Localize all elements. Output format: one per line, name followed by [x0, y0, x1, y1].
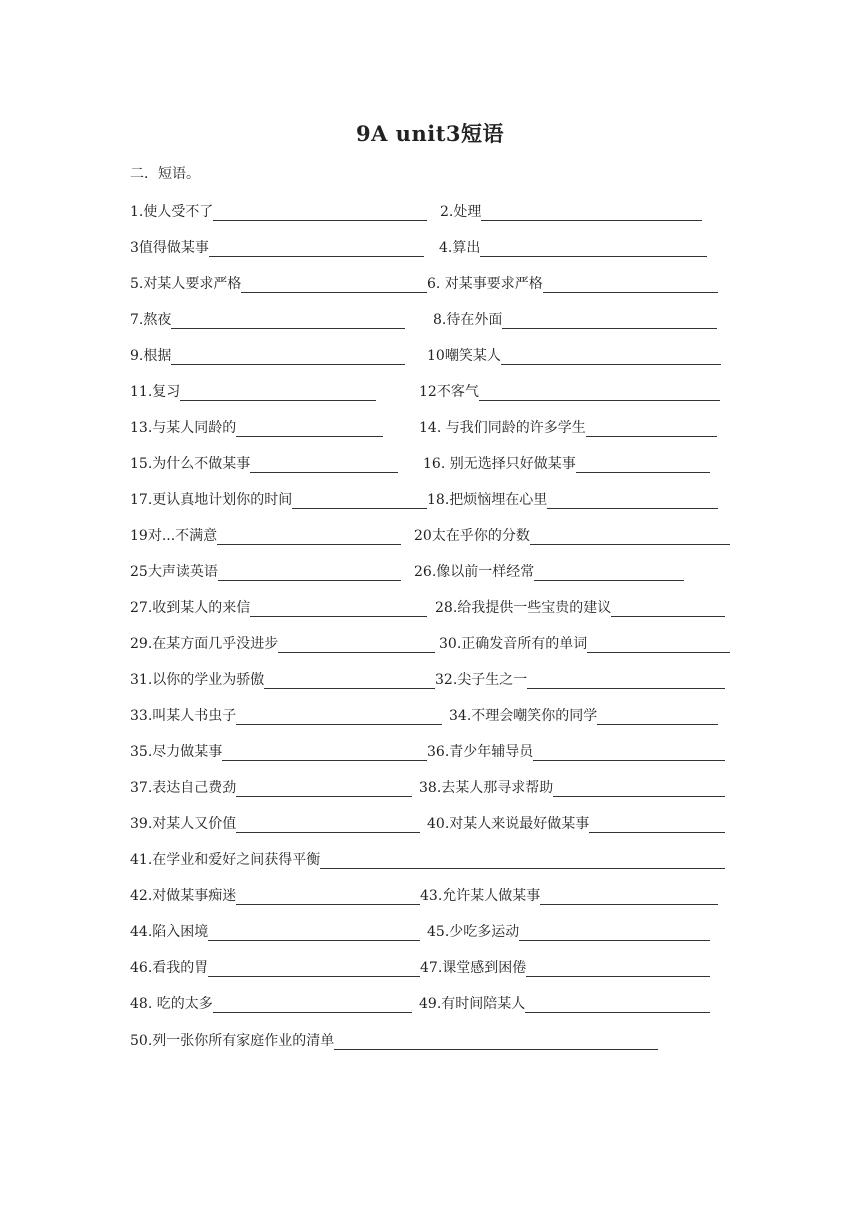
- phrase-label: 35.尽力做某事: [130, 744, 223, 760]
- phrase-label: 20太在乎你的分数: [414, 528, 530, 544]
- answer-blank[interactable]: [236, 710, 442, 725]
- answer-blank[interactable]: [611, 602, 725, 617]
- phrase-label: 9.根据: [130, 348, 172, 364]
- phrase-label: 37.表达自己费劲: [130, 780, 237, 796]
- phrase-label: 16. 别无选择只好做某事: [423, 456, 576, 472]
- phrase-label: 12不客气: [419, 384, 479, 400]
- phrase-item: [130, 777, 412, 797]
- phrase-label: 34.不理会嘲笑你的同学: [449, 708, 598, 724]
- phrase-label: 29.在某方面几乎没进步: [130, 636, 279, 652]
- answer-blank[interactable]: [213, 206, 427, 221]
- answer-blank[interactable]: [530, 530, 730, 545]
- phrase-label: 46.看我的胃: [130, 960, 209, 976]
- phrase-label: 50.列一张你所有家庭作业的清单: [130, 1033, 335, 1049]
- phrase-item: [130, 813, 420, 833]
- phrase-label: 3值得做某事: [130, 240, 209, 256]
- answer-blank[interactable]: [236, 890, 420, 905]
- phrase-item: [130, 1030, 658, 1050]
- phrase-item: [130, 201, 427, 221]
- phrase-item: [130, 417, 383, 437]
- phrase-item: [435, 669, 725, 689]
- phrase-label: 19对...不满意: [130, 528, 218, 544]
- phrase-item: [439, 633, 730, 653]
- phrase-item: [130, 453, 398, 473]
- phrase-item: [130, 741, 427, 761]
- phrase-item: [419, 417, 717, 437]
- phrase-item: [449, 705, 718, 725]
- answer-blank[interactable]: [534, 566, 684, 581]
- phrase-item: [439, 237, 707, 257]
- answer-blank[interactable]: [208, 962, 420, 977]
- phrase-label: 42.对做某事痴迷: [130, 888, 237, 904]
- answer-blank[interactable]: [525, 998, 710, 1013]
- phrase-label: 2.处理: [440, 204, 482, 220]
- phrase-item: [130, 849, 725, 869]
- phrase-item: [420, 957, 710, 977]
- phrase-label: 45.少吃多运动: [427, 924, 520, 940]
- answer-blank[interactable]: [250, 602, 427, 617]
- phrase-label: 49.有时间陪某人: [419, 996, 526, 1012]
- phrase-label: 14. 与我们同龄的许多学生: [419, 420, 586, 436]
- phrase-item: [130, 345, 405, 365]
- answer-blank[interactable]: [213, 998, 412, 1013]
- phrase-item: [427, 489, 718, 509]
- phrase-label: 38.去某人那寻求帮助: [419, 780, 554, 796]
- answer-blank[interactable]: [171, 350, 405, 365]
- answer-blank[interactable]: [533, 746, 725, 761]
- phrase-label: 41.在学业和爱好之间获得平衡: [130, 852, 321, 868]
- phrase-item: [427, 921, 710, 941]
- phrase-item: [427, 273, 718, 293]
- phrase-label: 8.待在外面: [433, 312, 503, 328]
- phrase-item: [414, 561, 684, 581]
- answer-blank[interactable]: [576, 458, 710, 473]
- phrase-label: 13.与某人同龄的: [130, 420, 237, 436]
- answer-blank[interactable]: [547, 494, 718, 509]
- phrase-label: 47.课堂感到困倦: [420, 960, 527, 976]
- answer-blank[interactable]: [218, 566, 401, 581]
- phrase-label: 7.熬夜: [130, 312, 172, 328]
- phrase-label: 18.把烦恼埋在心里: [427, 492, 548, 508]
- answer-blank[interactable]: [236, 818, 420, 833]
- phrase-label: 5.对某人要求严格: [130, 276, 242, 292]
- answer-blank[interactable]: [171, 314, 405, 329]
- answer-blank[interactable]: [236, 782, 412, 797]
- phrase-label: 39.对某人又价值: [130, 816, 237, 832]
- answer-blank[interactable]: [589, 818, 725, 833]
- phrase-label: 25大声读英语: [130, 564, 218, 580]
- answer-blank[interactable]: [292, 494, 427, 509]
- phrase-item: [130, 921, 420, 941]
- phrase-item: [427, 741, 725, 761]
- phrase-label: 43.允许某人做某事: [420, 888, 541, 904]
- phrase-item: [130, 993, 412, 1013]
- phrase-item: [130, 705, 442, 725]
- phrase-label: 1.使人受不了: [130, 204, 214, 220]
- answer-blank[interactable]: [264, 674, 435, 689]
- phrase-label: 28.给我提供一些宝贵的建议: [435, 600, 612, 616]
- phrase-item: [423, 453, 710, 473]
- phrase-item: [419, 777, 725, 797]
- answer-blank[interactable]: [527, 674, 725, 689]
- answer-blank[interactable]: [479, 386, 720, 401]
- answer-blank[interactable]: [480, 242, 707, 257]
- section-heading: 二．短语。: [130, 166, 200, 182]
- phrase-label: 15.为什么不做某事: [130, 456, 251, 472]
- answer-blank[interactable]: [217, 530, 401, 545]
- phrase-item: [440, 201, 702, 221]
- phrase-item: [427, 345, 721, 365]
- answer-blank[interactable]: [241, 278, 427, 293]
- phrase-label: 36.青少年辅导员: [427, 744, 534, 760]
- phrase-label: 40.对某人来说最好做某事: [427, 816, 590, 832]
- answer-blank[interactable]: [553, 782, 725, 797]
- phrase-item: [130, 273, 427, 293]
- answer-blank[interactable]: [597, 710, 718, 725]
- answer-blank[interactable]: [540, 890, 718, 905]
- answer-blank[interactable]: [278, 638, 435, 653]
- phrase-label: 11.复习: [130, 384, 181, 400]
- page-title: 9A unit3短语: [355, 121, 505, 146]
- answer-blank[interactable]: [236, 422, 383, 437]
- answer-blank[interactable]: [209, 242, 424, 257]
- phrase-item: [419, 993, 710, 1013]
- answer-blank[interactable]: [180, 386, 376, 401]
- phrase-item: [130, 885, 420, 905]
- answer-blank[interactable]: [320, 854, 725, 869]
- answer-blank[interactable]: [586, 422, 717, 437]
- answer-blank[interactable]: [334, 1035, 658, 1050]
- answer-blank[interactable]: [250, 458, 398, 473]
- answer-blank[interactable]: [208, 926, 420, 941]
- phrase-item: [414, 525, 730, 545]
- phrase-label: 33.叫某人书虫子: [130, 708, 237, 724]
- phrase-label: 27.收到某人的来信: [130, 600, 251, 616]
- phrase-label: 30.正确发音所有的单词: [439, 636, 588, 652]
- phrase-item: [130, 633, 435, 653]
- phrase-label: 26.像以前一样经常: [414, 564, 535, 580]
- phrase-item: [130, 489, 427, 509]
- phrase-label: 10嘲笑某人: [427, 348, 501, 364]
- phrase-item: [130, 597, 427, 617]
- answer-blank[interactable]: [543, 278, 718, 293]
- phrase-item: [130, 309, 405, 329]
- phrase-item: [130, 957, 420, 977]
- answer-blank[interactable]: [502, 314, 717, 329]
- phrase-label: 17.更认真地计划你的时间: [130, 492, 293, 508]
- answer-blank[interactable]: [481, 206, 702, 221]
- phrase-item: [130, 381, 376, 401]
- phrase-item: [130, 561, 401, 581]
- phrase-label: 4.算出: [439, 240, 481, 256]
- phrase-label: 31.以你的学业为骄傲: [130, 672, 265, 688]
- phrase-label: 48. 吃的太多: [130, 996, 213, 1012]
- phrase-item: [433, 309, 717, 329]
- answer-blank[interactable]: [501, 350, 721, 365]
- answer-blank[interactable]: [519, 926, 710, 941]
- phrase-item: [130, 669, 435, 689]
- phrase-label: 6. 对某事要求严格: [427, 276, 543, 292]
- phrase-label: 44.陷入困境: [130, 924, 209, 940]
- phrase-item: [427, 813, 725, 833]
- phrase-item: [130, 237, 424, 257]
- phrase-item: [420, 885, 718, 905]
- answer-blank[interactable]: [587, 638, 730, 653]
- answer-blank[interactable]: [526, 962, 710, 977]
- answer-blank[interactable]: [222, 746, 427, 761]
- phrase-item: [435, 597, 725, 617]
- phrase-label: 32.尖子生之一: [435, 672, 528, 688]
- phrase-item: [130, 525, 401, 545]
- phrase-item: [419, 381, 720, 401]
